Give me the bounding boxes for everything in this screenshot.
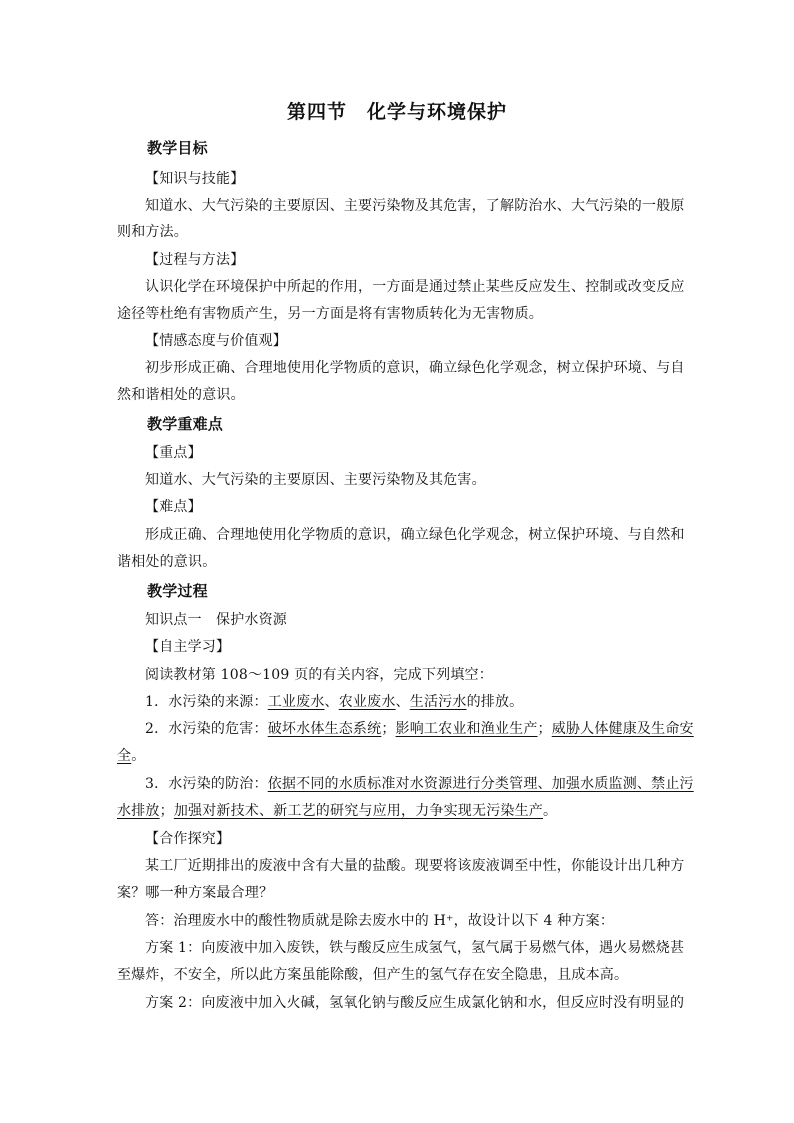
section-heading-key-points: 教学重难点 bbox=[147, 415, 224, 433]
answer-line: 答：治理废水中的酸性物质就是除去废水中的 H⁺，故设计以下 4 种方案： bbox=[145, 913, 615, 929]
answer-blank: 威胁人体健康及生命安 bbox=[551, 721, 694, 737]
question-2-cont bbox=[117, 746, 679, 766]
answer-blank: 工业废水 bbox=[267, 694, 325, 710]
question-text: 的排放。 bbox=[466, 694, 524, 710]
answer-blank: 全 bbox=[117, 748, 132, 764]
separator: 、 bbox=[395, 694, 410, 710]
knowledge-point-title: 知识点一 保护水资源 bbox=[145, 612, 287, 628]
question-text: 。 bbox=[131, 748, 146, 764]
paragraph-line: 知道水、大气污染的主要原因、主要污染物及其危害。 bbox=[145, 472, 486, 488]
label-self-study: 【自主学习】 bbox=[145, 639, 231, 655]
paragraph-line: 知道水、大气污染的主要原因、主要污染物及其危害，了解防治水、大气污染的一般原 bbox=[145, 198, 685, 214]
separator: ； bbox=[537, 721, 552, 737]
answer-blank: 生活污水 bbox=[409, 694, 467, 710]
section-heading-process: 教学过程 bbox=[147, 582, 208, 600]
answer-blank: 加强对新技术、新工艺的研究与应用，力争实现无污染生产 bbox=[173, 803, 544, 819]
paragraph-line: 形成正确、合理地使用化学物质的意识，确立绿色化学观念，树立保护环境、与自然和 bbox=[145, 527, 685, 543]
label-knowledge: 【知识与技能】 bbox=[145, 171, 245, 187]
question-3 bbox=[145, 774, 694, 794]
section-heading-goals: 教学目标 bbox=[147, 139, 208, 157]
paragraph-line: 则和方法。 bbox=[117, 224, 188, 240]
paragraph-line: 谐相处的意识。 bbox=[117, 554, 217, 570]
question-text: 2．水污染的危害： bbox=[145, 721, 268, 737]
page-title: 第四节 化学与环境保护 bbox=[286, 101, 507, 123]
answer-blank: 影响工农业和渔业生产 bbox=[395, 721, 538, 737]
paragraph-line: 阅读教材第 108～109 页的有关内容，完成下列填空： bbox=[145, 667, 493, 683]
separator: ； bbox=[159, 803, 174, 819]
label-process: 【过程与方法】 bbox=[145, 252, 245, 268]
label-difficulty: 【难点】 bbox=[145, 499, 202, 515]
answer-blank: 农业废水 bbox=[338, 694, 396, 710]
question-1 bbox=[145, 692, 679, 712]
separator: ； bbox=[381, 721, 396, 737]
paragraph-line: 然和谐相处的意识。 bbox=[117, 387, 245, 403]
paragraph-line: 案？哪一种方案最合理？ bbox=[117, 885, 274, 901]
label-key: 【重点】 bbox=[145, 445, 202, 461]
question-2 bbox=[145, 719, 694, 739]
paragraph-line: 某工厂近期排出的废液中含有大量的盐酸。现要将该废液调至中性，你能设计出几种方 bbox=[145, 858, 685, 874]
question-text: 。 bbox=[543, 803, 558, 819]
answer-blank: 水排放 bbox=[117, 803, 160, 819]
paragraph-line: 初步形成正确、合理地使用化学物质的意识，确立绿色化学观念，树立保护环境、与自 bbox=[145, 360, 685, 376]
paragraph-line: 途径等杜绝有害物质产生，另一方面是将有害物质转化为无害物质。 bbox=[117, 306, 543, 322]
separator: 、 bbox=[324, 694, 339, 710]
paragraph-line: 方案 1：向废液中加入废铁，铁与酸反应生成氢气，氢气属于易燃气体，遇火易燃烧甚 bbox=[145, 940, 685, 956]
label-cooperation: 【合作探究】 bbox=[145, 831, 231, 847]
label-emotion: 【情感态度与价值观】 bbox=[145, 333, 287, 349]
question-text: 1．水污染的来源： bbox=[145, 694, 268, 710]
paragraph-line: 方案 2：向废液中加入火碱，氢氧化钠与酸反应生成氯化钠和水，但反应时没有明显的 bbox=[145, 995, 685, 1011]
paragraph-line: 认识化学在环境保护中所起的作用，一方面是通过禁止某些反应发生、控制或改变反应 bbox=[145, 279, 685, 295]
answer-blank: 依据不同的水质标准对水资源进行分类管理、加强水质监测、禁止污 bbox=[267, 776, 694, 792]
answer-blank: 破坏水体生态系统 bbox=[267, 721, 382, 737]
paragraph-line: 至爆炸，不安全，所以此方案虽能除酸，但产生的氢气存在安全隐患，且成本高。 bbox=[117, 967, 629, 983]
question-3-cont bbox=[117, 801, 679, 821]
question-text: 3．水污染的防治： bbox=[145, 776, 268, 792]
